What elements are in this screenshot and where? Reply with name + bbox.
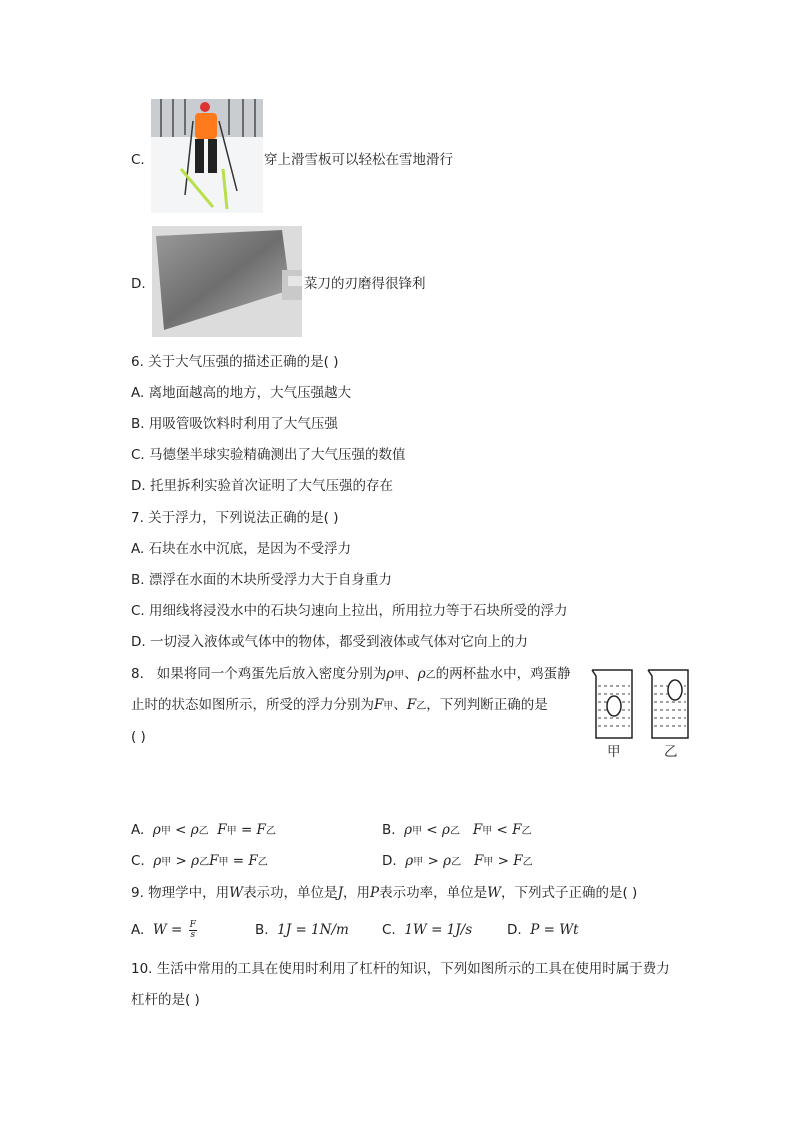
- rho-symbol: ρ: [442, 822, 450, 838]
- q9-option-b: [255, 920, 349, 940]
- subscript-jia: 甲: [226, 826, 237, 837]
- formula: P = Wt: [530, 922, 579, 938]
- option-letter: C.: [131, 853, 145, 869]
- greater-than: >: [175, 853, 187, 869]
- symbol-w: W: [229, 885, 244, 901]
- q8-line1: [131, 664, 571, 686]
- rho-symbol: ρ: [152, 822, 161, 838]
- subscript-jia: 甲: [482, 826, 493, 837]
- option-letter: B.: [255, 922, 269, 938]
- q6-option-b: B. 用吸管吸饮料时利用了大气压强: [131, 416, 338, 432]
- q8-text2a: 止时的状态如图所示，所受的浮力分别为: [131, 697, 374, 713]
- q9-option-a: [131, 920, 197, 940]
- force-symbol: F: [248, 853, 258, 869]
- greater-than: >: [497, 853, 509, 869]
- q6-option-d: D. 托里拆利实验首次证明了大气压强的存在: [131, 478, 393, 494]
- beaker-label-yi: 乙: [664, 744, 678, 760]
- subscript-yi: 乙: [522, 857, 533, 868]
- q8-text1a: 如果将同一个鸡蛋先后放入密度分别为: [156, 666, 387, 682]
- equals: =: [232, 853, 245, 869]
- subscript-jia: 甲: [161, 857, 172, 868]
- force-symbol: F: [209, 853, 219, 869]
- q9-text-e: ，下列式子正确的是( ): [500, 885, 638, 901]
- q8-text1b: 的两杯盐水中，鸡蛋静: [435, 666, 571, 682]
- subscript-jia: 甲: [412, 826, 423, 837]
- q10-line1: 10. 生活中常用的工具在使用时利用了杠杆的知识，下列如图所示的工具在使用时属于费力: [131, 961, 670, 977]
- subscript-jia: 甲: [383, 701, 394, 712]
- q8-option-c: [131, 851, 268, 873]
- q9-text-b: 表示功，单位是: [243, 885, 338, 901]
- option-letter: A.: [131, 822, 145, 838]
- force-symbol: F: [472, 822, 483, 838]
- subscript-yi: 乙: [265, 826, 276, 837]
- q8-option-d: [382, 851, 533, 873]
- q7-stem: 7. 关于浮力，下列说法正确的是( ): [131, 510, 339, 526]
- subscript-jia: 甲: [218, 857, 229, 868]
- beaker-label-jia: 甲: [607, 744, 621, 760]
- fraction: [189, 921, 197, 940]
- fraction-denominator: s: [190, 929, 196, 940]
- subscript-yi: 乙: [257, 857, 268, 868]
- fraction-numerator: F: [189, 919, 196, 930]
- option-letter: D.: [507, 922, 522, 938]
- separator: 、: [404, 666, 418, 682]
- symbol-w: W: [487, 885, 501, 901]
- force-symbol: F: [512, 822, 522, 838]
- rho-symbol: ρ: [190, 822, 199, 838]
- option-letter: B.: [382, 822, 396, 838]
- force-symbol: F: [406, 697, 417, 713]
- q7-option-d: D. 一切浸入液体或气体中的物体，都受到液体或气体对它向上的力: [131, 634, 528, 650]
- q8-option-b: [382, 820, 531, 842]
- force-symbol: F: [256, 822, 266, 838]
- skier-image: [151, 99, 263, 213]
- rho-symbol: ρ: [417, 666, 426, 682]
- q9-option-c: [382, 920, 472, 940]
- symbol-j: J: [337, 885, 343, 901]
- option-letter: A.: [131, 922, 145, 938]
- q7-option-a: A. 石块在水中沉底，是因为不受浮力: [131, 541, 352, 557]
- subscript-jia: 甲: [160, 826, 171, 837]
- q7-option-c: C. 用细线将浸没水中的石块匀速向上拉出，所用拉力等于石块所受的浮力: [131, 603, 568, 619]
- force-symbol: F: [217, 822, 227, 838]
- formula: 1W = 1J/s: [404, 922, 473, 938]
- force-symbol: F: [374, 697, 384, 713]
- subscript-yi: 乙: [449, 826, 460, 837]
- q9-stem: [131, 883, 637, 903]
- less-than: <: [496, 822, 508, 838]
- rho-symbol: ρ: [404, 822, 413, 838]
- subscript-yi: 乙: [425, 670, 436, 681]
- q8-text2b: ，下列判断正确的是: [426, 697, 548, 713]
- q10-line2: 杠杆的是( ): [131, 992, 200, 1008]
- formula: 1J = 1N/m: [277, 922, 349, 938]
- rho-symbol: ρ: [405, 853, 414, 869]
- rho-symbol: ρ: [153, 853, 162, 869]
- option-letter: C.: [382, 922, 396, 938]
- q9-text-d: 表示功率，单位是: [379, 885, 488, 901]
- q8-line2: [131, 695, 548, 717]
- less-than: <: [175, 822, 187, 838]
- force-symbol: F: [513, 853, 523, 869]
- rho-symbol: ρ: [443, 853, 452, 869]
- subscript-jia: 甲: [483, 857, 494, 868]
- greater-than: >: [427, 853, 439, 869]
- separator: 、: [393, 697, 407, 713]
- subscript-yi: 乙: [521, 826, 532, 837]
- q7-option-b: B. 漂浮在水面的木块所受浮力大于自身重力: [131, 572, 392, 588]
- q8-line3: ( ): [131, 729, 146, 745]
- q5-option-d-letter: D.: [131, 276, 146, 292]
- force-symbol: F: [473, 853, 484, 869]
- q6-option-c: C. 马德堡半球实验精确测出了大气压强的数值: [131, 447, 406, 463]
- subscript-jia: 甲: [413, 857, 424, 868]
- beakers-figure: [588, 664, 698, 762]
- subscript-yi: 乙: [198, 826, 209, 837]
- less-than: <: [426, 822, 438, 838]
- subscript-yi: 乙: [416, 701, 427, 712]
- q9-text-c: ，用: [342, 885, 370, 901]
- symbol-p: P: [369, 885, 380, 901]
- q8-option-a: [131, 820, 276, 842]
- formula-lhs: W =: [152, 922, 183, 938]
- q5-option-d-text: 菜刀的刃磨得很锋利: [304, 276, 426, 292]
- q6-stem: 6. 关于大气压强的描述正确的是( ): [131, 354, 339, 370]
- q6-option-a: A. 离地面越高的地方，大气压强越大: [131, 385, 352, 401]
- q5-option-c-text: 穿上滑雪板可以轻松在雪地滑行: [264, 152, 453, 168]
- subscript-jia: 甲: [394, 670, 405, 681]
- rho-symbol: ρ: [386, 666, 395, 682]
- rho-symbol: ρ: [191, 853, 200, 869]
- subscript-yi: 乙: [199, 857, 210, 868]
- q8-number: 8.: [131, 666, 144, 682]
- q9-text-a: 9. 物理学中，用: [131, 885, 230, 901]
- option-letter: D.: [382, 853, 397, 869]
- knife-image: [152, 226, 302, 337]
- equals: =: [240, 822, 253, 838]
- subscript-yi: 乙: [451, 857, 462, 868]
- q9-option-d: [507, 920, 579, 940]
- q5-option-c-letter: C.: [131, 152, 145, 168]
